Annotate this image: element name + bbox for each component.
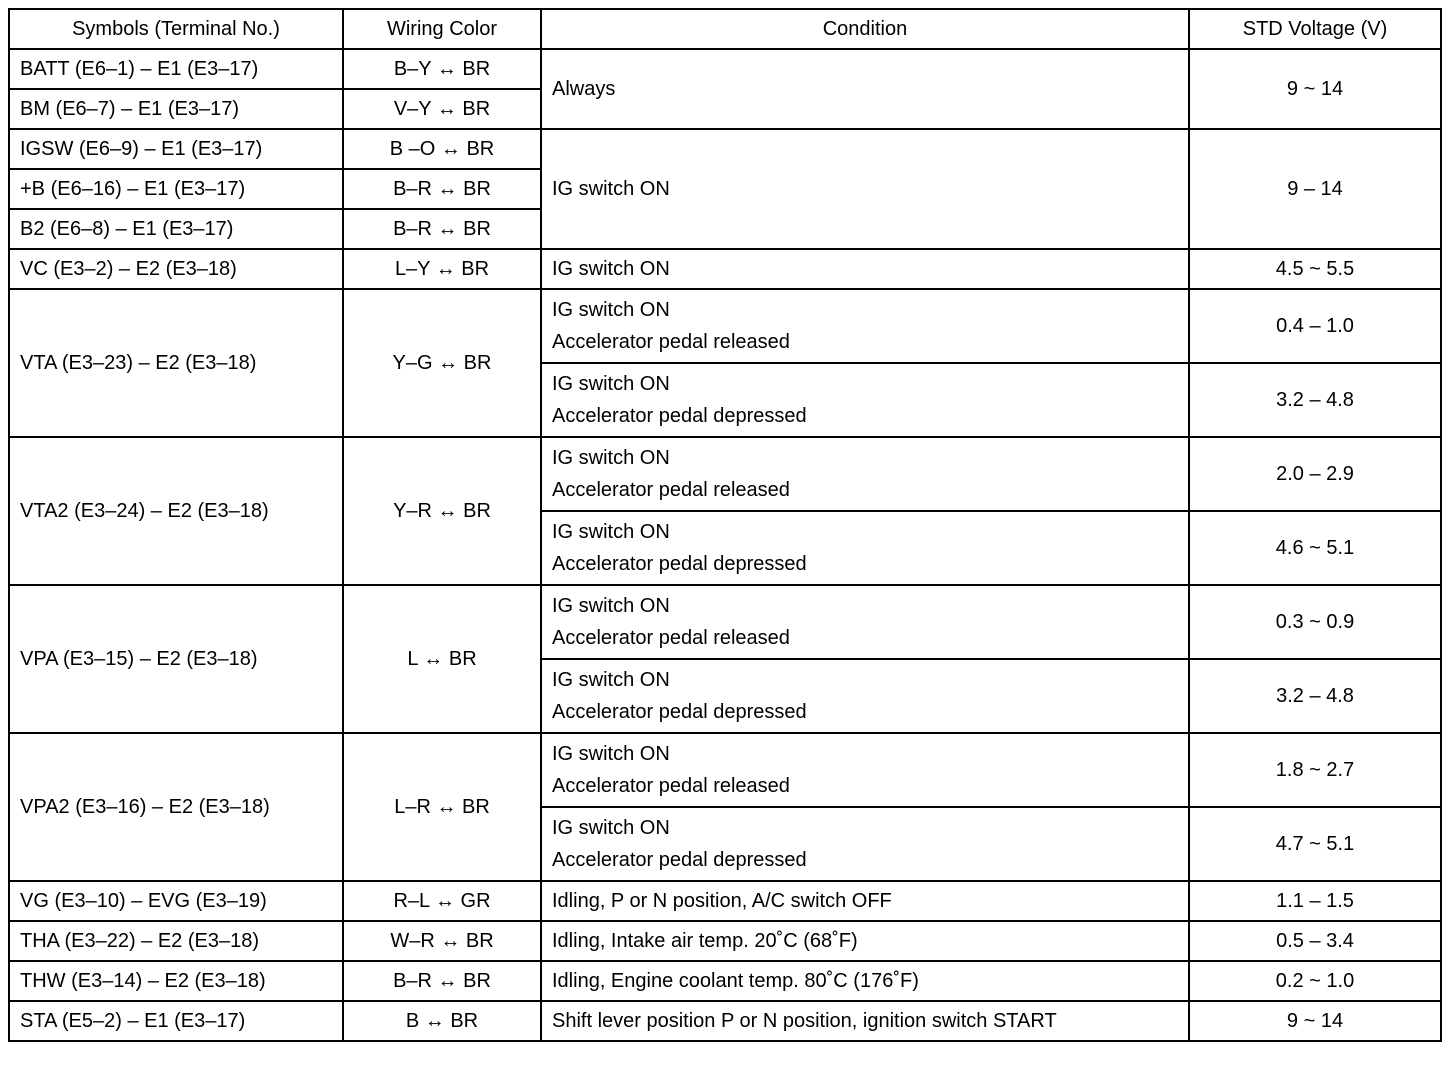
condition-cell: IG switch ON — [541, 129, 1189, 249]
condition-line: Accelerator pedal released — [552, 775, 790, 797]
table-row — [9, 961, 1441, 1001]
voltage-cell: 9 ~ 14 — [1189, 1001, 1441, 1041]
condition-cell: Idling, Intake air temp. 20˚C (68˚F) — [541, 921, 1189, 961]
wiring-cell: L ↔ BR — [343, 585, 541, 733]
wiring-cell: Y–G ↔ BR — [343, 289, 541, 437]
symbol-cell: VG (E3–10) – EVG (E3–19) — [9, 881, 343, 921]
voltage-cell: 4.7 ~ 5.1 — [1189, 807, 1441, 881]
voltage-cell: 4.5 ~ 5.5 — [1189, 249, 1441, 289]
wiring-cell: B –O ↔ BR — [343, 129, 541, 169]
voltage-cell: 3.2 – 4.8 — [1189, 363, 1441, 437]
table-row — [9, 49, 1441, 89]
symbol-cell: IGSW (E6–9) – E1 (E3–17) — [9, 129, 343, 169]
condition-line: Accelerator pedal released — [552, 627, 790, 649]
voltage-cell: 1.8 ~ 2.7 — [1189, 733, 1441, 807]
voltage-cell: 3.2 – 4.8 — [1189, 659, 1441, 733]
condition-line: Accelerator pedal released — [552, 479, 790, 501]
condition-line: Accelerator pedal released — [552, 331, 790, 353]
symbol-cell: VPA2 (E3–16) – E2 (E3–18) — [9, 733, 343, 881]
condition-cell — [541, 363, 1189, 437]
voltage-cell: 9 – 14 — [1189, 129, 1441, 249]
symbol-cell: VTA (E3–23) – E2 (E3–18) — [9, 289, 343, 437]
symbol-cell: VC (E3–2) – E2 (E3–18) — [9, 249, 343, 289]
table-row — [9, 437, 1441, 511]
table-row — [9, 249, 1441, 289]
voltage-cell: 9 ~ 14 — [1189, 49, 1441, 129]
voltage-cell: 0.2 ~ 1.0 — [1189, 961, 1441, 1001]
condition-cell — [541, 511, 1189, 585]
header-std-voltage: STD Voltage (V) — [1189, 9, 1441, 49]
condition-cell: Always — [541, 49, 1189, 129]
wiring-cell: W–R ↔ BR — [343, 921, 541, 961]
symbol-cell: VTA2 (E3–24) – E2 (E3–18) — [9, 437, 343, 585]
condition-line: IG switch ON — [552, 595, 670, 617]
condition-cell — [541, 289, 1189, 363]
wiring-cell: L–Y ↔ BR — [343, 249, 541, 289]
condition-cell: IG switch ON — [541, 249, 1189, 289]
voltage-cell: 0.4 – 1.0 — [1189, 289, 1441, 363]
voltage-cell: 0.5 – 3.4 — [1189, 921, 1441, 961]
symbol-cell: B2 (E6–8) – E1 (E3–17) — [9, 209, 343, 249]
table-row — [9, 289, 1441, 363]
wiring-cell: B–Y ↔ BR — [343, 49, 541, 89]
condition-cell: Shift lever position P or N position, ignition switch START — [541, 1001, 1189, 1041]
voltage-spec-table — [8, 8, 1442, 1042]
header-condition: Condition — [541, 9, 1189, 49]
table-row — [9, 129, 1441, 169]
table-row — [9, 1001, 1441, 1041]
condition-cell — [541, 733, 1189, 807]
wiring-cell: B–R ↔ BR — [343, 209, 541, 249]
condition-line: IG switch ON — [552, 373, 670, 395]
wiring-cell: R–L ↔ GR — [343, 881, 541, 921]
condition-line: Accelerator pedal depressed — [552, 553, 807, 575]
wiring-cell: B–R ↔ BR — [343, 961, 541, 1001]
voltage-cell: 2.0 – 2.9 — [1189, 437, 1441, 511]
condition-cell: Idling, Engine coolant temp. 80˚C (176˚F) — [541, 961, 1189, 1001]
symbol-cell: THA (E3–22) – E2 (E3–18) — [9, 921, 343, 961]
wiring-cell: Y–R ↔ BR — [343, 437, 541, 585]
header-row — [9, 9, 1441, 49]
voltage-cell: 4.6 ~ 5.1 — [1189, 511, 1441, 585]
condition-cell — [541, 437, 1189, 511]
condition-line: IG switch ON — [552, 447, 670, 469]
condition-line: Accelerator pedal depressed — [552, 849, 807, 871]
condition-line: IG switch ON — [552, 521, 670, 543]
wiring-cell: B–R ↔ BR — [343, 169, 541, 209]
condition-line: IG switch ON — [552, 817, 670, 839]
symbol-cell: VPA (E3–15) – E2 (E3–18) — [9, 585, 343, 733]
wiring-cell: B ↔ BR — [343, 1001, 541, 1041]
wiring-cell: L–R ↔ BR — [343, 733, 541, 881]
symbol-cell: BM (E6–7) – E1 (E3–17) — [9, 89, 343, 129]
symbol-cell: STA (E5–2) – E1 (E3–17) — [9, 1001, 343, 1041]
condition-line: Accelerator pedal depressed — [552, 701, 807, 723]
condition-line: IG switch ON — [552, 669, 670, 691]
condition-cell — [541, 659, 1189, 733]
voltage-cell: 1.1 – 1.5 — [1189, 881, 1441, 921]
header-symbols: Symbols (Terminal No.) — [9, 9, 343, 49]
table-row — [9, 921, 1441, 961]
table-row — [9, 733, 1441, 807]
condition-line: IG switch ON — [552, 743, 670, 765]
symbol-cell: +B (E6–16) – E1 (E3–17) — [9, 169, 343, 209]
condition-cell — [541, 585, 1189, 659]
condition-cell: Idling, P or N position, A/C switch OFF — [541, 881, 1189, 921]
table-row — [9, 585, 1441, 659]
voltage-cell: 0.3 ~ 0.9 — [1189, 585, 1441, 659]
condition-line: Accelerator pedal depressed — [552, 405, 807, 427]
symbol-cell: THW (E3–14) – E2 (E3–18) — [9, 961, 343, 1001]
symbol-cell: BATT (E6–1) – E1 (E3–17) — [9, 49, 343, 89]
condition-cell — [541, 807, 1189, 881]
condition-line: IG switch ON — [552, 299, 670, 321]
table-row — [9, 881, 1441, 921]
wiring-cell: V–Y ↔ BR — [343, 89, 541, 129]
header-wiring-color: Wiring Color — [343, 9, 541, 49]
